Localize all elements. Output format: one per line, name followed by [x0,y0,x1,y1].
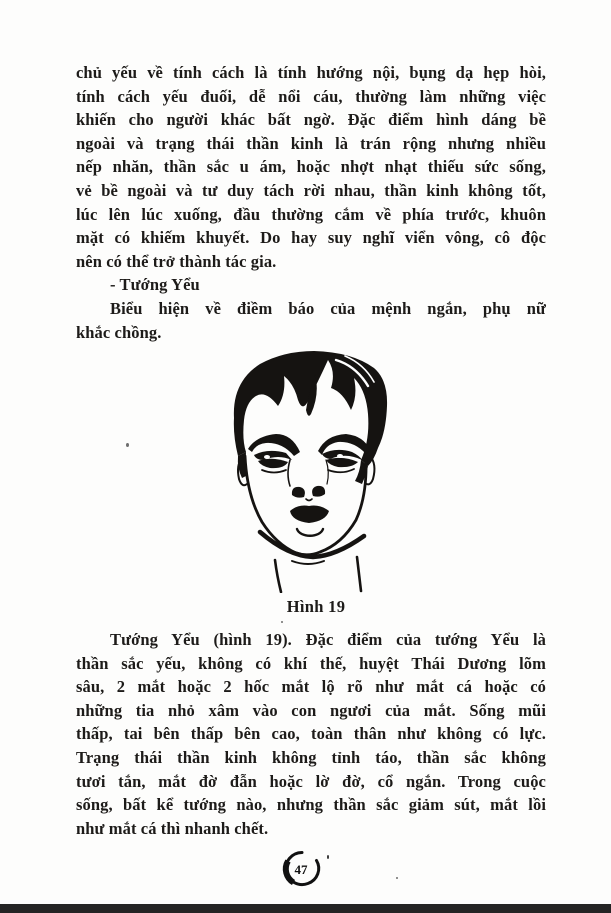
text-line: lúc lên lúc xuống, đầu thường cắm về phía trước, khuôn [76,204,546,224]
scan-speck [327,855,329,859]
text-line: sâu, 2 mắt hoặc 2 hốc mắt lộ rõ như mắt cá hoặc có [76,677,546,697]
text-line: thấp, tai bên thấp bên cao, toàn thân như không có lực. [76,724,546,744]
paragraph [76,628,546,840]
text-line: khắc chồng. [76,322,162,342]
text-line: Biểu hiện về điềm báo của mệnh ngắn, phụ nữ [110,298,546,318]
text-line: sống, bất kể tướng nào, nhưng thần sắc giảm sút, mắt lồi [76,795,546,815]
text-line: nếp nhăn, thần sắc u ám, hoặc nhợt nhạt thiếu sức sống, [76,157,546,177]
page-number: 47 [294,862,308,877]
text-line: Tướng Yểu (hình 19). Đặc điểm của tướng Yểu là [110,630,546,649]
paragraph [76,61,546,273]
page-number-circle [280,849,324,889]
text-line: mặt có khiếm khuyết. Do hay suy nghĩ viển vông, cô độc [76,228,546,248]
text-line: khiến cho người khác bất ngờ. Đặc điểm hình dáng bề [76,110,546,130]
text-line: tính cách yếu đuối, dễ nổi cáu, thường làm những việc [76,86,546,106]
paragraph [76,273,546,297]
text-line: nên có thể trở thành tác gia. [76,251,277,271]
paragraph [76,297,546,344]
scan-edge-bar [0,904,611,913]
text-line: vẻ bề ngoài và tư duy tách rời nhau, thần kinh không tốt, [76,180,546,200]
text-line: ngoài và trạng thái thần kinh là trán rộng nhưng nhiều [76,133,546,153]
text-line: tươi tắn, mắt đờ đẫn hoặc lờ đờ, cổ ngắn. Trong cuộc [76,771,546,791]
face-illustration [218,348,408,593]
text-line: thần sắc yếu, không có khí thế, huyệt Thái Dương lõm [76,653,546,673]
body-text-lower [76,628,546,840]
page-number-badge [280,849,324,889]
face-drawing-svg [218,348,408,593]
text-line: - Tướng Yểu [110,275,200,295]
scan-speck [126,443,129,447]
text-line: như mắt cá thì nhanh chết. [76,818,269,838]
scan-speck [396,877,398,879]
text-line: những tia nhỏ xâm vào con ngươi của mắt. Sống mũi [76,700,546,720]
text-line: Trạng thái thần kinh không tỉnh táo, thần sắc không [76,747,546,767]
text-line: chủ yếu về tính cách là tính hướng nội, bụng dạ hẹp hòi, [76,63,546,82]
figure-caption: Hình 19 [286,597,346,616]
scan-speck [281,621,283,623]
body-text-upper [76,61,546,344]
